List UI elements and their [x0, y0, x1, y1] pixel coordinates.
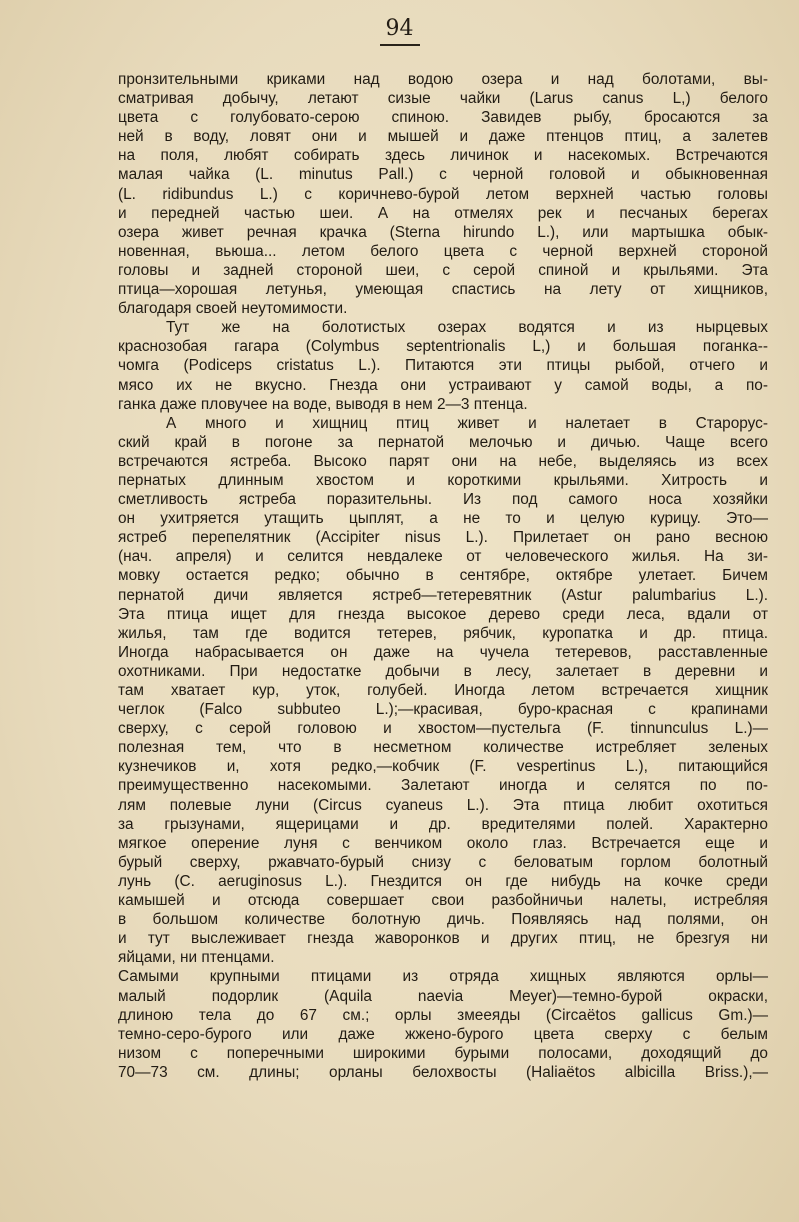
text-line: малая чайка (L. minutus Pall.) с черной головой и обыкновенная	[118, 166, 768, 184]
text-line: (нач. апреля) и селится невдалеке от человеческого жилья. На зи-	[118, 548, 768, 566]
text-line: ганка даже пловучее на воде, выводя в нем 2—3 птенца.	[118, 395, 528, 413]
text-line: головы и задней стороной шеи, с серой спиной и крыльями. Эта	[118, 261, 768, 279]
text-line: сверху, с серой головою и хвостом—пустельга (F. tinnunculus L.)—	[118, 720, 768, 738]
text-line: Эта птица ищет для гнезда высокое дерево среди леса, вдали от	[118, 605, 768, 623]
text-line: цвета с голубовато-серою спиною. Завидев рыбу, бросаются за	[118, 109, 768, 127]
page-number-text: 94	[380, 14, 420, 46]
text-line: охотниками. При недостатке добычи в лесу, залетает в деревни и	[118, 662, 768, 680]
text-line: мясо их не вкусно. Гнезда они устраивают у самой воды, а по-	[118, 376, 768, 394]
text-line: камышей и отсюда совершает свои разбойничьи налеты, истребляя	[118, 892, 768, 910]
text-line: мовку остается редко; обычно в сентябре, октябре улетает. Бичем	[118, 567, 768, 585]
text-line: ский край в погоне за пернатой мелочью и дичью. Чаще всего	[118, 433, 768, 451]
text-line: там хватает кур, уток, голубей. Иногда летом встречается хищник	[118, 682, 768, 699]
text-line: чеглок (Falco subbuteo L.);—красивая, буро-красная с крапинами	[118, 701, 768, 719]
text-line: бурый сверху, ржавчато-бурый снизу с беловатым горлом болотный	[118, 853, 768, 871]
text-line: за грызунами, ящерицами и др. вредителями полей. Характерно	[118, 815, 768, 833]
text-line: ястреб перепелятник (Accipiter nisus L.). Прилетает он рано весною	[118, 529, 768, 547]
text-line: ней в воду, ловят они и мышей и даже птенцов птиц, а залетев	[118, 128, 768, 146]
text-line: полезная тем, что в несметном количестве истребляет зеленых	[118, 739, 768, 757]
text-line: А много и хищниц птиц живет и налетает в Старорус-	[166, 414, 768, 432]
text-line: пернатой дичи является ястреб—тетеревятник (Astur palumbarius L.).	[118, 586, 768, 604]
text-line: сметливость ястреба поразительны. Из под самого носа хозяйки	[118, 491, 768, 509]
text-line: Иногда набрасывается он даже на чучела тетеревов, расставленные	[118, 643, 768, 661]
text-line: яйцами, ни птенцами.	[118, 949, 275, 967]
text-line: Тут же на болотистых озерах водятся и из нырцевых	[166, 319, 768, 337]
text-line: кузнечиков и, хотя редко,—кобчик (F. vespertinus L.), питающийся	[118, 758, 768, 776]
text-line: и тут выслеживает гнезда жаворонков и других птиц, не брезгуя ни	[118, 930, 768, 948]
text-line: новенная, вьюша... летом белого цвета с черной верхней стороной	[118, 242, 768, 260]
text-line: малый подорлик (Aquila naevia Meyer)—темно-бурой окраски,	[118, 987, 768, 1005]
text-line: озера живет речная крачка (Sterna hirundo L.), или мартышка обык-	[118, 223, 768, 241]
text-line: длиною тела до 67 см.; орлы змееяды (Circaëtos gallicus Gm.)—	[118, 1006, 768, 1024]
text-line: мягкое оперение луня с венчиком около глаз. Встречается еще и	[118, 834, 768, 852]
text-line: встречаются ястреба. Высоко парят они на небе, выделяясь из всех	[118, 452, 768, 470]
text-line: пронзительными криками над водою озера и над болотами, вы-	[118, 71, 768, 88]
text-line: лунь (C. aeruginosus L.). Гнездится он где нибудь на кочке среди	[118, 872, 768, 890]
text-line: низом с поперечными широкими бурыми полосами, доходящий до	[118, 1044, 768, 1062]
text-line: чомга (Podiceps cristatus L.). Питаются эти птицы рыбой, отчего и	[118, 357, 768, 375]
text-line: краснозобая гагара (Colymbus septentrionalis L,) и большая поганка--	[118, 338, 768, 356]
text-line: на поля, любят собирать здесь личинок и насекомых. Встречаются	[118, 147, 768, 165]
text-line: преимущественно насекомыми. Залетают иногда и селятся по по-	[118, 777, 768, 795]
text-line: и передней частью шеи. А на отмелях рек и песчаных берегах	[118, 204, 768, 222]
text-line: 70—73 см. длины; орланы белохвосты (Haliaëtos albicilla Briss.),—	[118, 1063, 768, 1081]
page-number	[0, 14, 799, 46]
text-line: птица—хорошая летунья, умеющая спастись на лету от хищников,	[118, 281, 768, 299]
text-line: он ухитряется утащить цыплят, а не то и целую курицу. Это—	[118, 510, 768, 528]
text-line: (L. ridibundus L.) с коричнево-бурой летом верхней частью головы	[118, 185, 768, 203]
body-text	[118, 70, 768, 1082]
text-line: Самыми крупными птицами из отряда хищных являются орлы—	[118, 968, 768, 986]
text-line: темно-серо-бурого или даже жжено-бурого цвета сверху с белым	[118, 1025, 768, 1043]
text-line: лям полевые луни (Circus cyaneus L.). Эта птица любит охотиться	[118, 796, 768, 814]
text-line: жилья, там где водится тетерев, рябчик, куропатка и др. птица.	[118, 624, 768, 642]
text-line: сматривая добычу, летают сизые чайки (Larus canus L,) белого	[118, 90, 768, 108]
text-line: благодаря своей неутомимости.	[118, 300, 348, 318]
text-line: пернатых длинным хвостом и короткими крыльями. Хитрость и	[118, 471, 768, 489]
text-line: в большом количестве болотную дичь. Появляясь над полями, он	[118, 911, 768, 929]
